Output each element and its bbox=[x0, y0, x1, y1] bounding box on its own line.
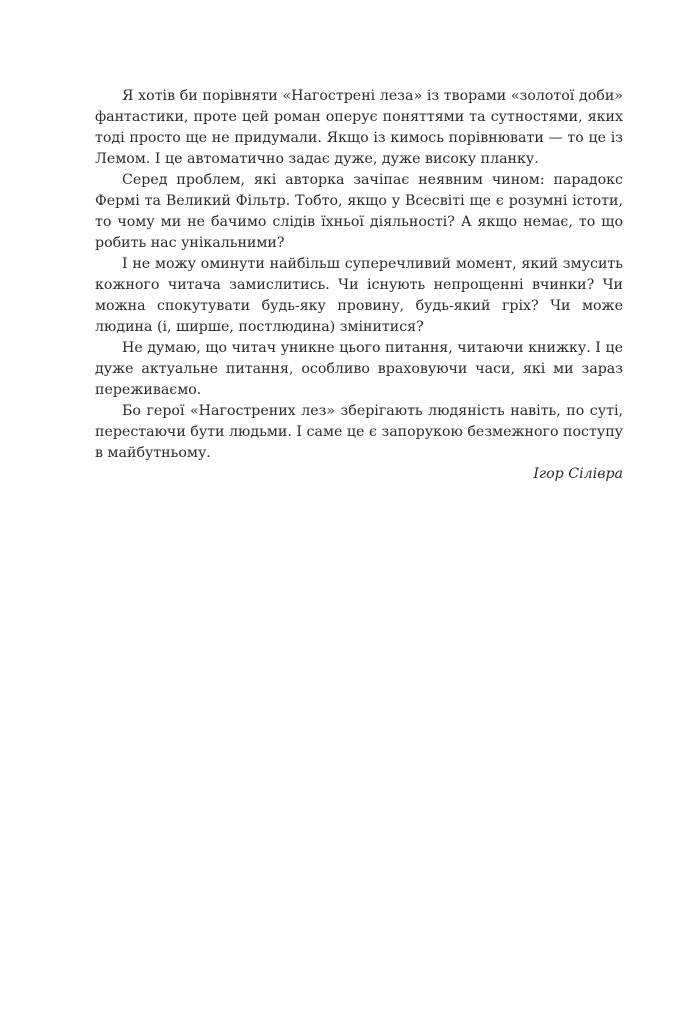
paragraph: Не думаю, що читач уникне цього питання, читаючи книжку. І це дуже актуальне питання, особливо враховуючи часи, які ми зараз переживаємо. bbox=[95, 340, 623, 398]
paragraph: І не можу оминути найбільш суперечливий момент, який змусить кожного читача замислитись. Чи існують непрощенні вчинки? Чи можна спокутувати будь-яку провину, будь-який гріх? Чи може людина (і, ширше, постлюдина) змінитися? bbox=[95, 256, 623, 335]
paragraph: Я хотів би порівняти «Нагострені леза» із творами «золотої доби» фантастики, проте цей роман оперує поняттями та сутностями, яких тоді просто ще не придумали. Якщо із кимось порівнювати — то це із Лемом. І це автоматично задає дуже, дуже високу планку. bbox=[95, 88, 623, 167]
author-signature: Ігор Сілівра bbox=[533, 466, 623, 482]
paragraph: Серед проблем, які авторка зачіпає неявним чином: парадокс Фермі та Великий Фільтр. Тобто, якщо у Всесвіті ще є розумні істоти, то чому ми не бачимо слідів їхньої діяльності? А якщо немає, то що робить нас унікальними? bbox=[95, 172, 623, 251]
text-block bbox=[95, 86, 623, 485]
paragraph: Бо герої «Нагострених лез» зберігають людяність навіть, по суті, перестаючи бути людьми. І саме це є запорукою безмежного поступу в майбутньому. bbox=[95, 403, 623, 461]
